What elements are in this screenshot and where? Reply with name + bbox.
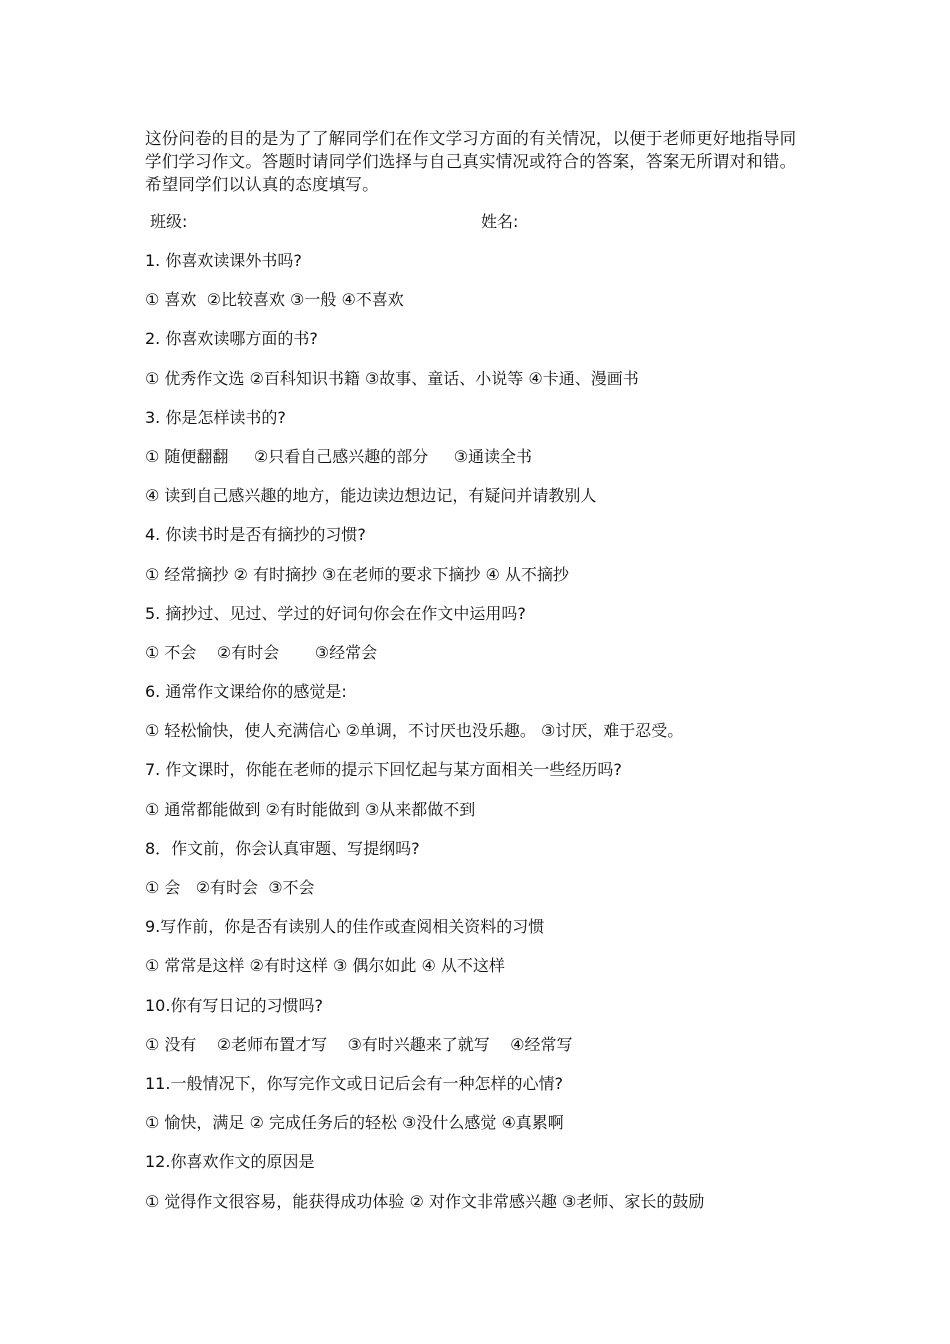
- options-12: ① 觉得作文很容易，能获得成功体验 ② 对作文非常感兴趣 ③老师、家长的鼓励: [145, 1191, 705, 1211]
- document-page: [145, 127, 805, 1221]
- options-6: ① 轻松愉快，使人充满信心 ②单调，不讨厌也没乐趣。 ③讨厌，难于忍受。: [145, 721, 684, 741]
- options-4: ① 经常摘抄 ② 有时摘抄 ③在老师的要求下摘抄 ④ 从不摘抄: [145, 564, 569, 584]
- options-7: ① 通常都能做到 ②有时能做到 ③从来都做不到: [145, 799, 476, 819]
- question-8: 8．作文前，你会认真审题、写提纲吗?: [145, 838, 420, 858]
- options-9: ① 常常是这样 ②有时这样 ③ 偶尔如此 ④ 从不这样: [145, 956, 505, 976]
- question-5: 5. 摘抄过、见过、学过的好词句你会在作文中运用吗?: [145, 603, 526, 623]
- name-label: 姓名:: [481, 212, 519, 231]
- options-5: ① 不会 ②有时会 ③经常会: [145, 642, 378, 662]
- question-list: [145, 241, 805, 1221]
- options-11: ① 愉快，满足 ② 完成任务后的轻松 ③没什么感觉 ④真累啊: [145, 1113, 564, 1133]
- options-8: ① 会 ②有时会 ③不会: [145, 878, 315, 897]
- options-10: ① 没有 ②老师布置才写 ③有时兴趣来了就写 ④经常写: [145, 1034, 573, 1054]
- class-label: 班级:: [150, 212, 188, 231]
- question-3: 3. 你是怎样读书的?: [145, 407, 286, 427]
- info-row: [145, 202, 805, 241]
- question-6: 6. 通常作文课给你的感觉是:: [145, 682, 347, 702]
- question-11: 11.一般情况下，你写完作文或日记后会有一种怎样的心情?: [145, 1073, 563, 1093]
- question-4: 4. 你读书时是否有摘抄的习惯?: [145, 525, 366, 545]
- question-1: 1. 你喜欢读课外书吗?: [145, 251, 302, 270]
- question-2: 2. 你喜欢读哪方面的书?: [145, 329, 318, 349]
- options-2: ① 优秀作文选 ②百科知识书籍 ③故事、童话、小说等 ④卡通、漫画书: [145, 368, 639, 388]
- question-12: 12.你喜欢作文的原因是: [145, 1152, 315, 1172]
- options-1: ① 喜欢 ②比较喜欢 ③一般 ④不喜欢: [145, 290, 404, 310]
- question-9: 9.写作前，你是否有读别人的佳作或查阅相关资料的习惯: [145, 917, 545, 937]
- options-3a: ① 随便翻翻 ②只看自己感兴趣的部分 ③通读全书: [145, 446, 532, 466]
- question-7: 7. 作文课时，你能在老师的提示下回忆起与某方面相关一些经历吗?: [145, 760, 622, 780]
- options-3b: ④ 读到自己感兴趣的地方，能边读边想边记，有疑问并请教别人: [145, 486, 597, 506]
- intro-paragraph: 这份问卷的目的是为了了解同学们在作文学习方面的有关情况，以便于老师更好地指导同学们学习作文。答题时请同学们选择与自己真实情况或符合的答案，答案无所谓对和错。希望同学们以认真的态度填写。: [145, 129, 797, 194]
- question-10: 10.你有写日记的习惯吗?: [145, 995, 323, 1015]
